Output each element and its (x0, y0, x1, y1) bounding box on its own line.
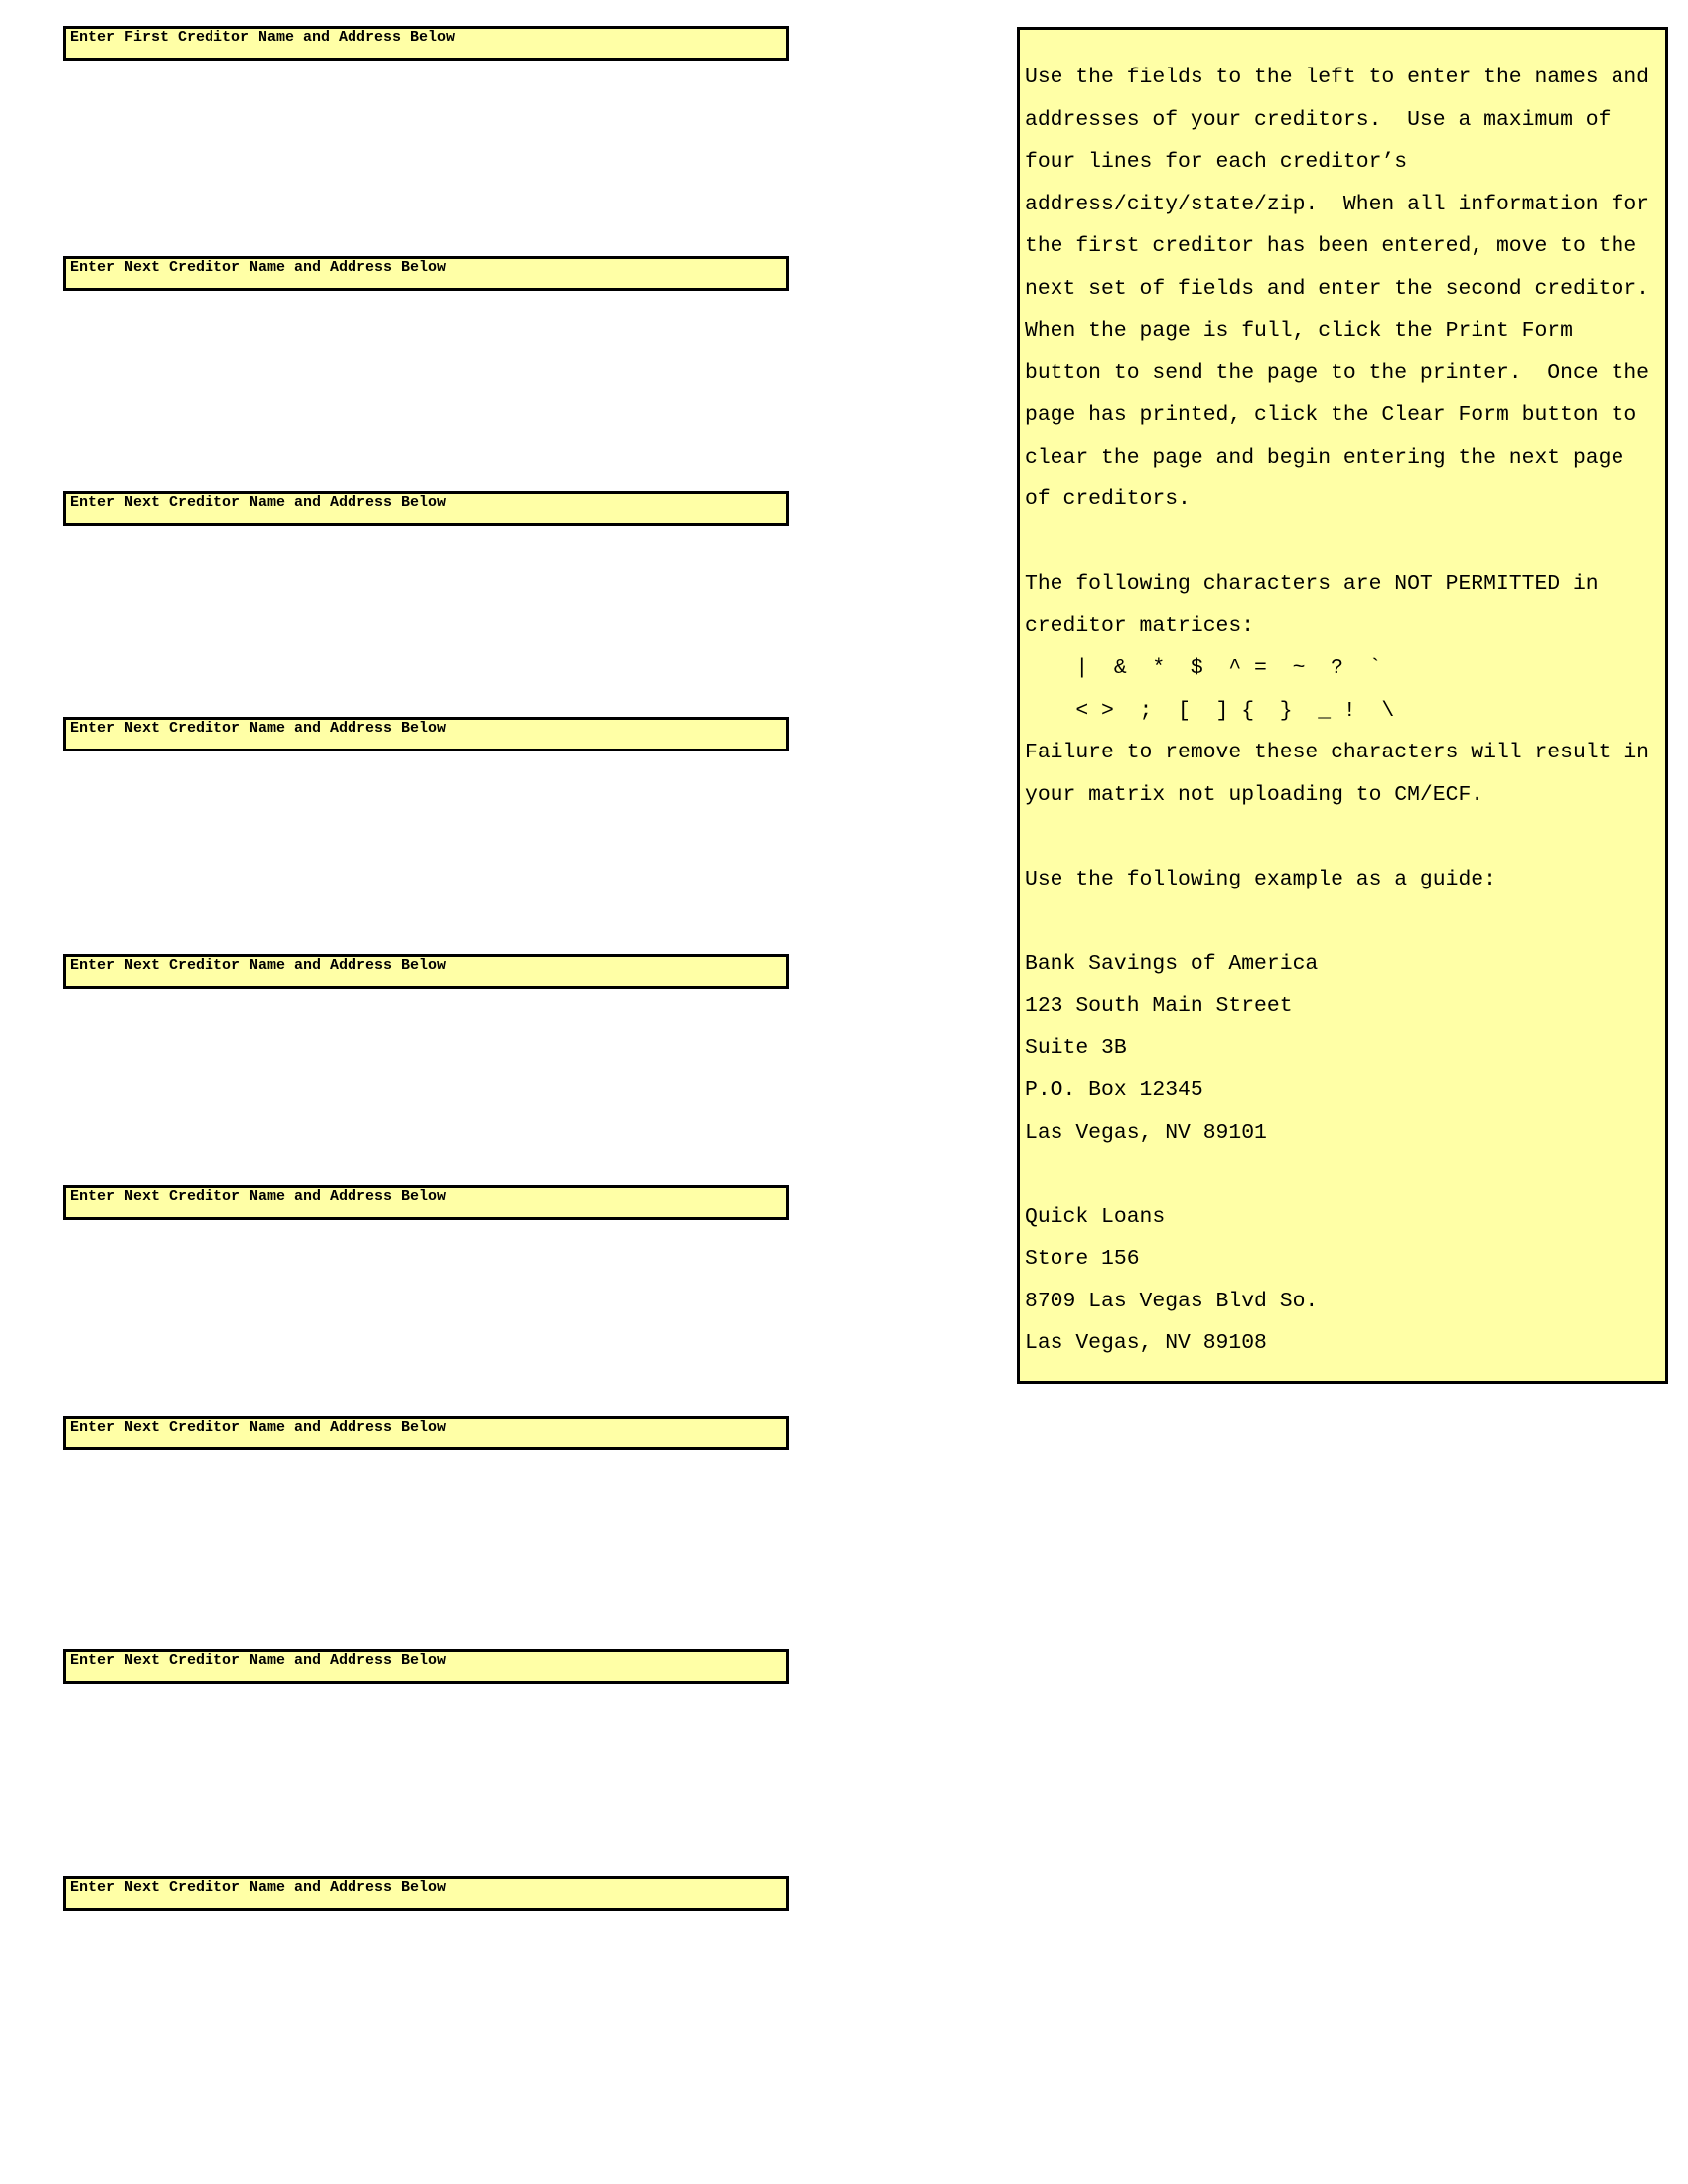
creditor-header-bar (63, 256, 789, 291)
creditor-header-label: Enter Next Creditor Name and Address Below (70, 1879, 447, 1896)
instruction-line: Store 156 (1025, 1247, 1140, 1271)
creditor-address-fields[interactable] (63, 1914, 789, 2063)
instruction-line: button to send the page to the printer. Once the (1025, 360, 1649, 385)
instruction-line: the first creditor has been entered, move to the (1025, 234, 1637, 258)
instruction-line: Use the following example as a guide: (1025, 867, 1496, 891)
instruction-line: The following characters are NOT PERMITTED in (1025, 572, 1599, 596)
creditor-header-label: Enter Next Creditor Name and Address Below (70, 494, 447, 511)
creditor-address-fields[interactable] (63, 992, 789, 1141)
instruction-line: Failure to remove these characters will result in (1025, 741, 1649, 764)
instruction-line: Bank Savings of America (1025, 951, 1319, 976)
creditor-header-bar (63, 1416, 789, 1450)
creditor-header-label: Enter Next Creditor Name and Address Below (70, 720, 447, 737)
creditor-address-fields[interactable] (63, 294, 789, 443)
instruction-line: creditor matrices: (1025, 614, 1255, 638)
instruction-line: When the page is full, click the Print Form (1025, 319, 1573, 342)
instruction-line (1025, 521, 1665, 564)
creditor-header-label: Enter First Creditor Name and Address Below (70, 29, 456, 46)
instruction-line (1025, 816, 1665, 859)
creditor-header-bar (63, 1649, 789, 1684)
creditor-header-label: Enter Next Creditor Name and Address Below (70, 1188, 447, 1205)
instruction-line: clear the page and begin entering the next page (1025, 445, 1624, 470)
instruction-line: | & * $ ^ = ~ ? ` (1025, 656, 1382, 680)
creditor-address-fields[interactable] (63, 1687, 789, 1836)
instruction-line: page has printed, click the Clear Form button to (1025, 403, 1637, 427)
creditor-header-label: Enter Next Creditor Name and Address Below (70, 1652, 447, 1669)
instruction-line: four lines for each creditor’s (1025, 150, 1408, 174)
creditor-header-bar (63, 1876, 789, 1911)
instruction-line: 123 South Main Street (1025, 994, 1293, 1018)
instruction-line: 8709 Las Vegas Blvd So. (1025, 1289, 1319, 1313)
instruction-line: your matrix not uploading to CM/ECF. (1025, 782, 1484, 807)
instruction-line: of creditors. (1025, 487, 1191, 511)
instruction-line: addresses of your creditors. Use a maximum of (1025, 107, 1612, 132)
instruction-line (1025, 900, 1665, 943)
instruction-line: next set of fields and enter the second creditor. (1025, 276, 1649, 301)
instruction-line: Suite 3B (1025, 1035, 1127, 1060)
creditor-header-bar (63, 717, 789, 751)
creditor-address-fields[interactable] (63, 1453, 789, 1602)
instruction-line: Use the fields to the left to enter the names and (1025, 66, 1649, 89)
creditor-header-bar (63, 26, 789, 61)
instruction-line: address/city/state/zip. When all information for (1025, 192, 1649, 216)
creditor-address-fields[interactable] (63, 529, 789, 678)
creditor-header-label: Enter Next Creditor Name and Address Below (70, 1419, 447, 1435)
creditor-address-fields[interactable] (63, 64, 789, 212)
creditor-address-fields[interactable] (63, 754, 789, 903)
creditor-header-bar (63, 954, 789, 989)
creditor-header-bar (63, 491, 789, 526)
instruction-line: Quick Loans (1025, 1204, 1166, 1229)
instruction-line: < > ; [ ] { } _ ! \ (1025, 698, 1395, 723)
instruction-line: P.O. Box 12345 (1025, 1078, 1203, 1102)
creditor-header-label: Enter Next Creditor Name and Address Below (70, 259, 447, 276)
creditor-header-label: Enter Next Creditor Name and Address Below (70, 957, 447, 974)
instructions-panel (1017, 27, 1668, 1384)
creditor-address-fields[interactable] (63, 1223, 789, 1372)
instruction-line (1025, 1154, 1665, 1196)
creditor-header-bar (63, 1185, 789, 1220)
instruction-line: Las Vegas, NV 89101 (1025, 1120, 1267, 1145)
instruction-line: Las Vegas, NV 89108 (1025, 1331, 1267, 1355)
